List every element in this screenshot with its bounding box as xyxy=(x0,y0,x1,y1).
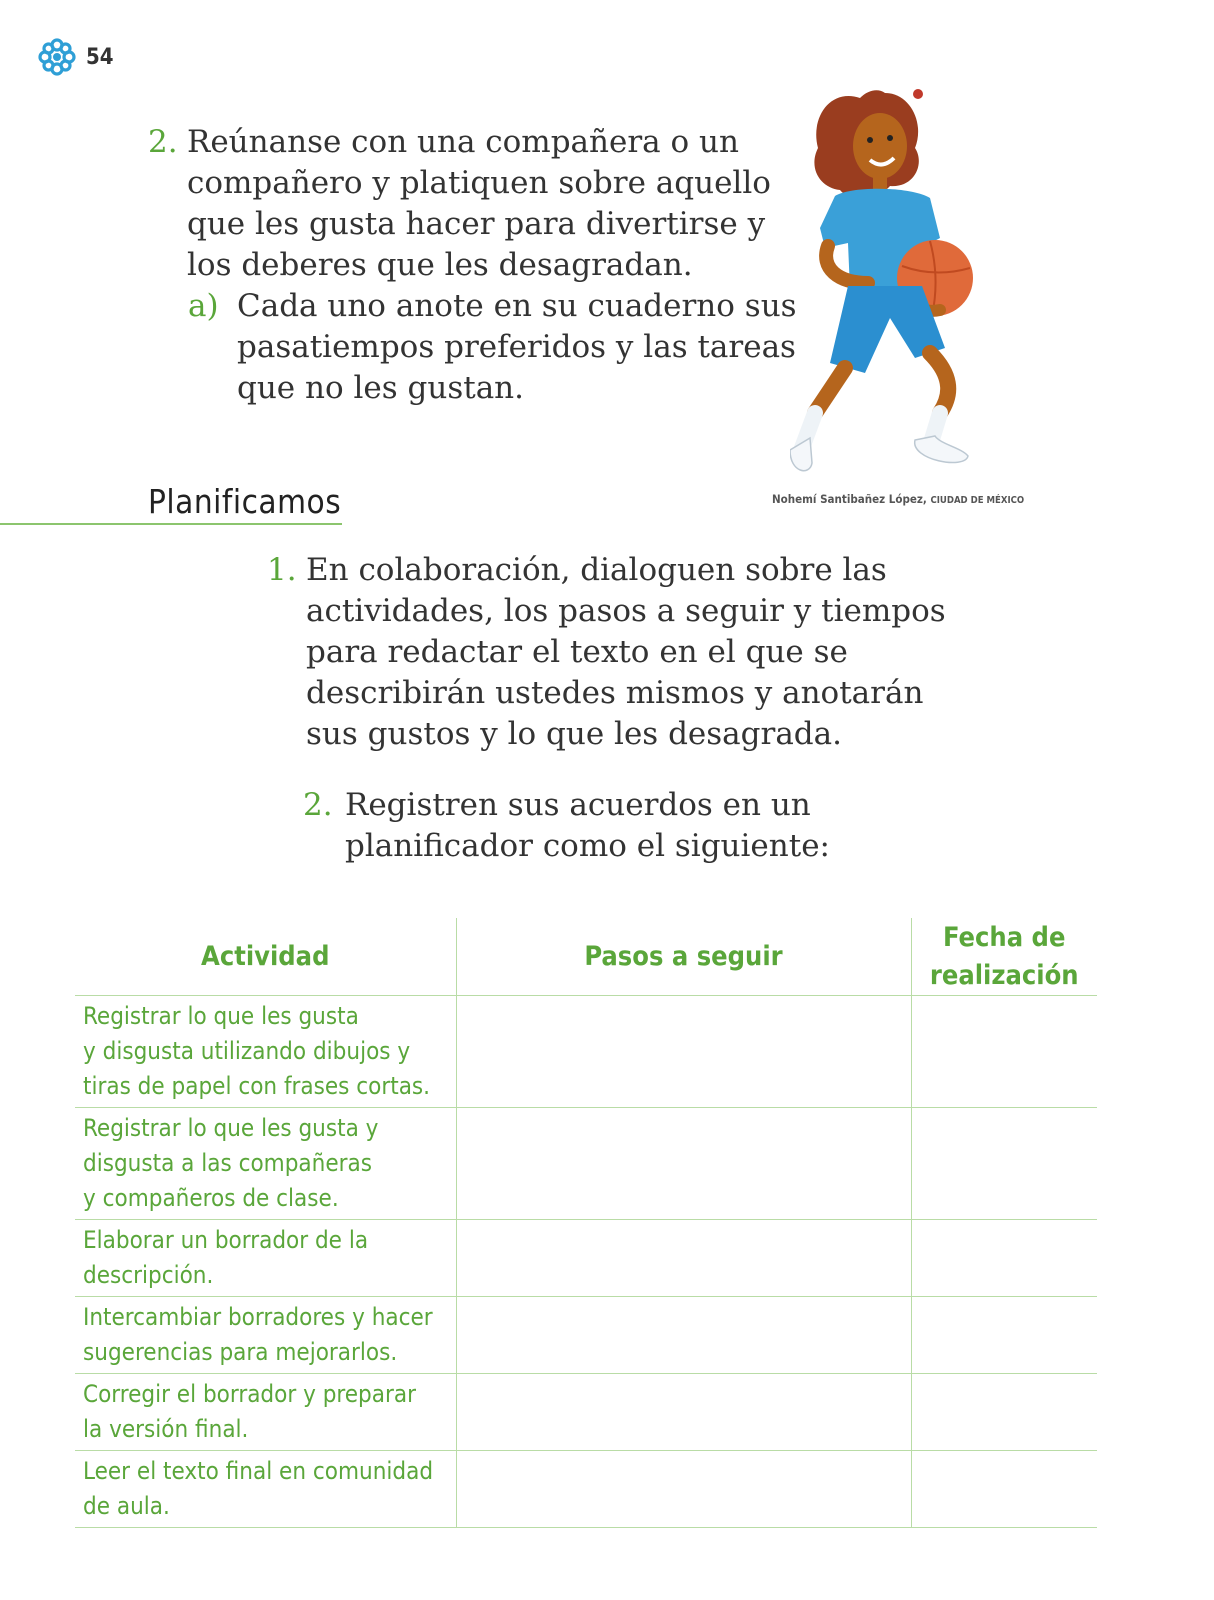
cell-line: y compañeros de clase. xyxy=(83,1184,339,1212)
child-with-ball-illustration xyxy=(790,78,1010,483)
date-cell[interactable] xyxy=(911,1108,1097,1220)
text-line: compañero y platiquen sobre aquello xyxy=(187,165,771,201)
instruction-item-2 xyxy=(148,122,771,286)
text-line: que les gusta hacer para divertirse y xyxy=(187,206,766,242)
item-number: 2. xyxy=(303,787,333,823)
steps-cell[interactable] xyxy=(456,996,911,1108)
date-cell[interactable] xyxy=(911,996,1097,1108)
instruction-subitem-a xyxy=(188,286,797,409)
planner-table xyxy=(75,918,1097,1528)
text-line: En colaboración, dialoguen sobre las xyxy=(306,552,887,588)
table-header-row xyxy=(75,918,1097,996)
column-header-pasos: Pasos a seguir xyxy=(456,918,911,996)
text-line: planificador como el siguiente: xyxy=(345,828,830,864)
steps-cell[interactable] xyxy=(456,1374,911,1451)
cell-line: Elaborar un borrador de la xyxy=(83,1226,369,1254)
cell-line: de aula. xyxy=(83,1492,170,1520)
activity-cell xyxy=(75,996,456,1108)
cell-line: Intercambiar borradores y hacer xyxy=(83,1303,433,1331)
table-row xyxy=(75,996,1097,1108)
item-number: 1. xyxy=(267,552,297,588)
cell-line: Corregir el borrador y preparar xyxy=(83,1380,416,1408)
cell-line: tiras de papel con frases cortas. xyxy=(83,1072,431,1100)
activity-cell xyxy=(75,1220,456,1297)
cell-line: disgusta a las compañeras xyxy=(83,1149,372,1177)
cell-line: descripción. xyxy=(83,1261,214,1289)
credit-author: Nohemí Santibañez López, xyxy=(772,492,927,506)
text-line: actividades, los pasos a seguir y tiempos xyxy=(306,593,946,629)
activity-cell xyxy=(75,1374,456,1451)
section-underline xyxy=(0,523,342,525)
cell-line: Registrar lo que les gusta xyxy=(83,1002,359,1030)
text-line: Registren sus acuerdos en un xyxy=(345,787,811,823)
text-line: los deberes que les desagradan. xyxy=(187,247,693,283)
text-line: Reúnanse con una compañera o un xyxy=(187,124,739,160)
cell-line: la versión final. xyxy=(83,1415,249,1443)
column-header-actividad: Actividad xyxy=(75,918,456,996)
activity-cell xyxy=(75,1108,456,1220)
table-row xyxy=(75,1374,1097,1451)
table-row xyxy=(75,1220,1097,1297)
text-line: sus gustos y lo que les desagrada. xyxy=(306,716,842,752)
date-cell[interactable] xyxy=(911,1374,1097,1451)
planning-item-1 xyxy=(267,550,946,755)
steps-cell[interactable] xyxy=(456,1451,911,1528)
date-cell[interactable] xyxy=(911,1451,1097,1528)
cell-line: Leer el texto final en comunidad xyxy=(83,1457,434,1485)
section-title-planificamos: Planificamos xyxy=(148,482,342,521)
page-number: 54 xyxy=(86,44,114,70)
planning-item-2 xyxy=(303,785,830,867)
text-line: describirán ustedes mismos y anotarán xyxy=(306,675,924,711)
flower-logo-icon xyxy=(38,38,76,76)
date-cell[interactable] xyxy=(911,1220,1097,1297)
item-number: 2. xyxy=(148,124,178,160)
cell-line: y disgusta utilizando dibujos y xyxy=(83,1037,411,1065)
text-line: que no les gustan. xyxy=(237,370,524,406)
date-cell[interactable] xyxy=(911,1297,1097,1374)
column-header-fecha: Fecha de realización xyxy=(911,918,1097,996)
activity-cell xyxy=(75,1297,456,1374)
table-row xyxy=(75,1451,1097,1528)
steps-cell[interactable] xyxy=(456,1297,911,1374)
table-row xyxy=(75,1108,1097,1220)
text-line: Cada uno anote en su cuaderno sus xyxy=(237,288,797,324)
page-header xyxy=(38,38,114,76)
steps-cell[interactable] xyxy=(456,1220,911,1297)
table-row xyxy=(75,1297,1097,1374)
cell-line: sugerencias para mejorarlos. xyxy=(83,1338,398,1366)
activity-cell xyxy=(75,1451,456,1528)
text-line: para redactar el texto en el que se xyxy=(306,634,848,670)
text-line: pasatiempos preferidos y las tareas xyxy=(237,329,796,365)
credit-place: CIUDAD DE MÉXICO xyxy=(930,495,1025,506)
item-number: a) xyxy=(188,288,219,324)
cell-line: Registrar lo que les gusta y xyxy=(83,1114,379,1142)
illustration-credit xyxy=(772,492,1024,506)
steps-cell[interactable] xyxy=(456,1108,911,1220)
